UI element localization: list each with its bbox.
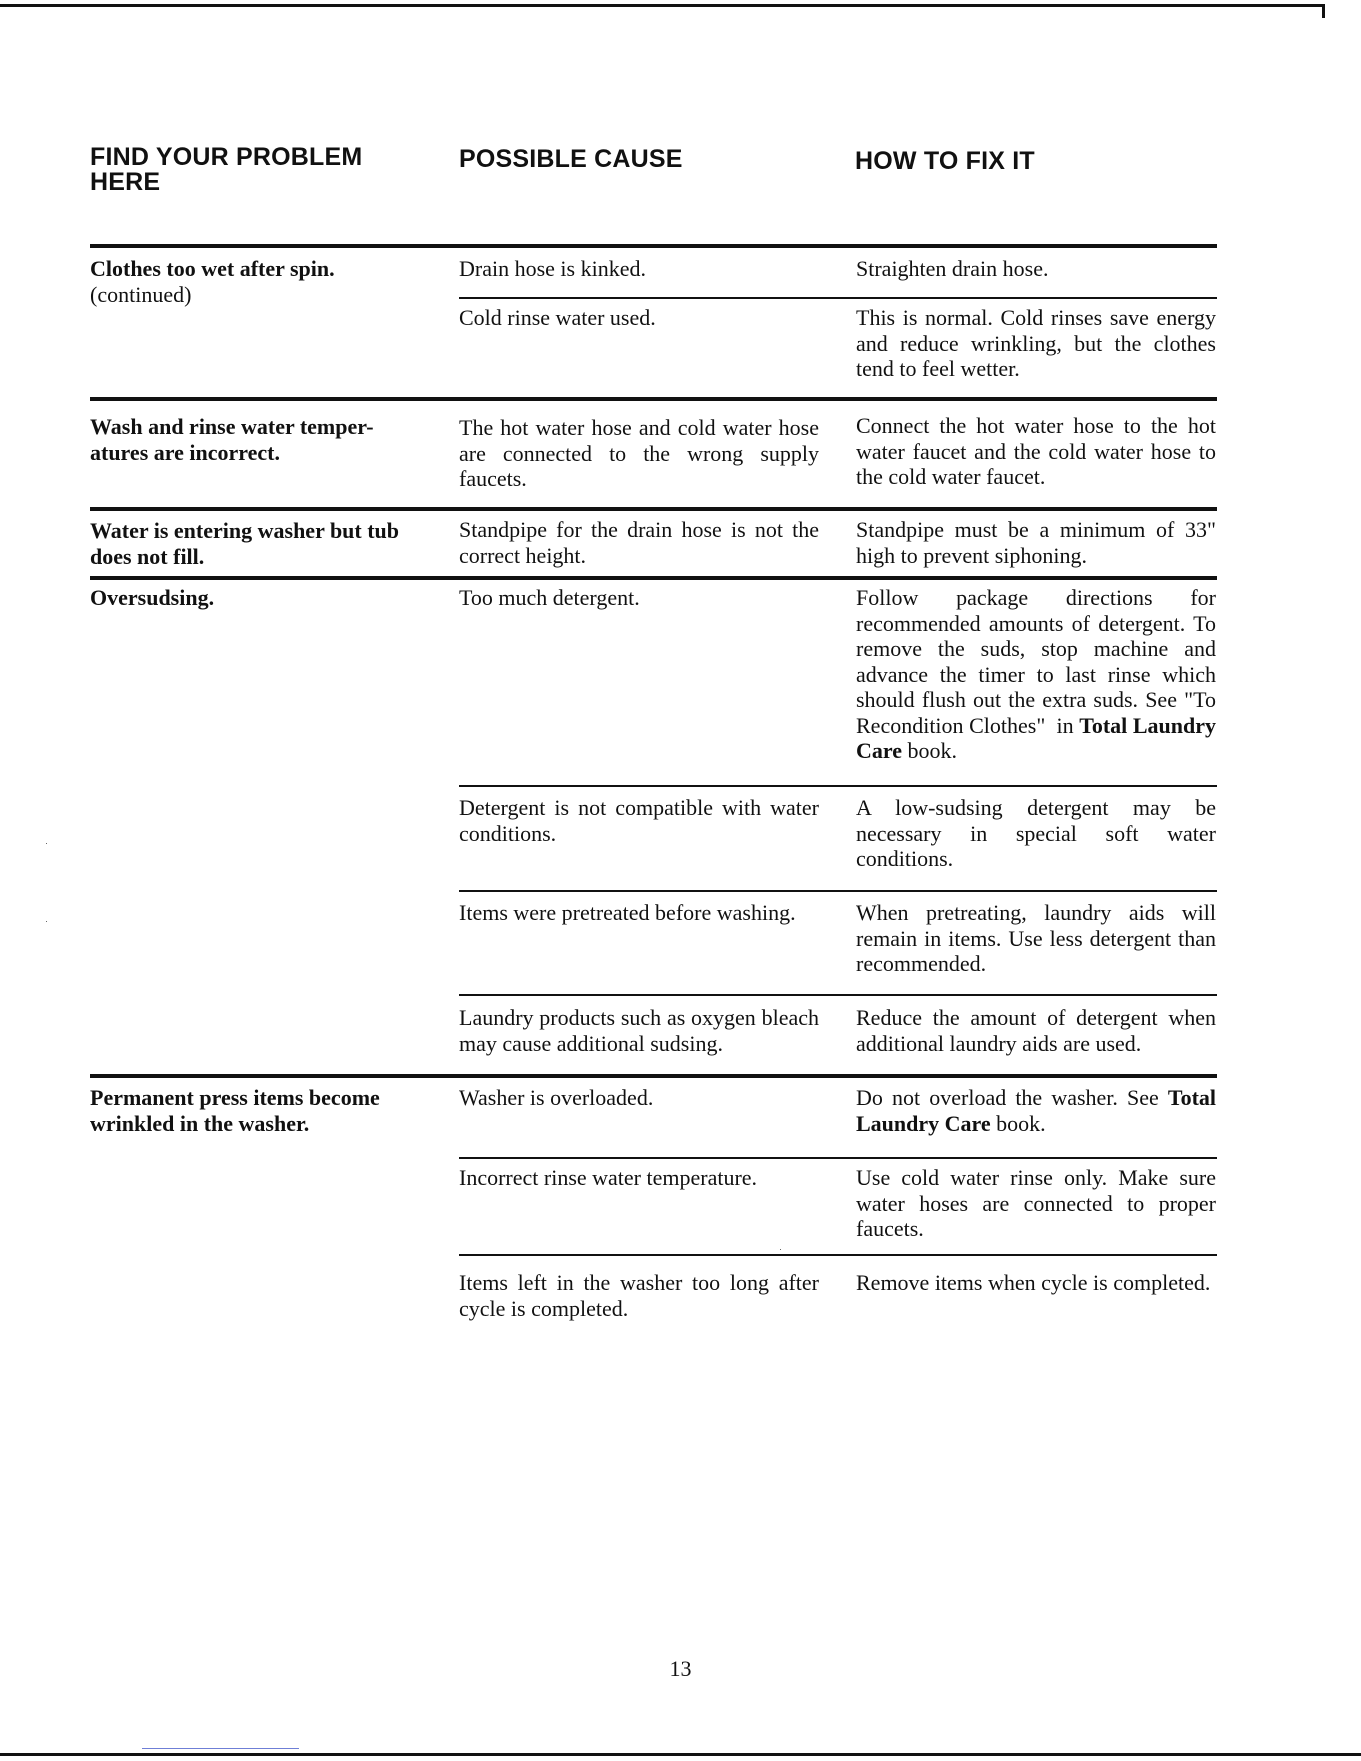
row-divider: [459, 297, 1217, 299]
fix-text: Reduce the amount of detergent when additional laundry aids are used.: [856, 1005, 1216, 1056]
cause-text: Detergent is not compatible with water conditions.: [459, 795, 819, 846]
cause-text: Washer is overloaded.: [459, 1085, 654, 1110]
book-title-total-laundry-care: Total Laundry Care: [856, 712, 1216, 763]
fix-text: When pretreating, laundry aids will remain in items. Use less detergent than recommended.: [856, 900, 1216, 976]
fix-text: Follow package directions for recommended amounts of detergent. To remove the suds, stop machine and advance the timer to last rinse which should flush out the extra suds. See "To Recondition Clothes": [856, 585, 1216, 738]
problem-tub-does-not-fill: [90, 518, 420, 569]
problem-water-temperatures: [90, 414, 420, 465]
section-divider: [90, 507, 1217, 511]
section-divider: [90, 1074, 1217, 1078]
problem-clothes-too-wet: [90, 256, 435, 307]
problem-oversudsing: [90, 585, 435, 611]
section-divider: [90, 244, 1217, 248]
cause-text: Items were pretreated before washing.: [459, 900, 796, 925]
problem-title: Clothes too wet after spin.: [90, 256, 335, 281]
scan-speck: [46, 921, 47, 922]
bottom-page-rule: [0, 1753, 1361, 1756]
fix-text: A low-sudsing detergent may be necessary in special soft water conditions.: [856, 795, 1216, 871]
fix-text: Connect the hot water hose to the hot water faucet and the cold water hose to the cold water faucet.: [856, 413, 1216, 489]
cause-text: Too much detergent.: [459, 585, 640, 610]
cause-text: Incorrect rinse water temperature.: [459, 1165, 758, 1190]
top-page-rule: [0, 4, 1325, 7]
fix-text: Do not overload the washer. See: [856, 1085, 1159, 1110]
book-title-total-laundry-care: Total Laundry Care: [856, 1085, 1217, 1136]
problem-title: Permanent press items become wrinkled in the washer.: [90, 1085, 380, 1136]
cause-text: Drain hose is kinked.: [459, 256, 646, 281]
top-page-rule-hook: [1322, 4, 1325, 18]
fix-text-too-much-detergent: [856, 585, 1216, 764]
row-divider: [459, 890, 1217, 892]
bottom-scan-mark: [142, 1748, 299, 1749]
problem-note: (continued): [90, 281, 192, 307]
scan-speck: [46, 843, 47, 844]
header-possible-cause: POSSIBLE CAUSE: [459, 145, 683, 173]
fix-text: Standpipe must be a minimum of 33" high to prevent siphoning.: [856, 517, 1216, 568]
fix-text: book.: [907, 738, 958, 763]
problem-title: Wash and rinse water temper- atures are incorrect.: [90, 414, 374, 465]
row-divider: [459, 1254, 1217, 1256]
cause-text: Laundry products such as oxygen bleach may cause additional sudsing.: [459, 1005, 819, 1056]
scan-speck: [780, 1249, 781, 1250]
fix-text: book.: [996, 1110, 1046, 1136]
cause-text: Items left in the washer too long after cycle is completed.: [459, 1270, 819, 1321]
fix-text: in: [1056, 712, 1074, 738]
problem-title: Oversudsing.: [90, 585, 215, 610]
fix-text: This is normal. Cold rinses save energy and reduce wrinkling, but the clothes tend to feel wetter.: [856, 305, 1216, 381]
fix-text: Straighten drain hose.: [856, 256, 1049, 281]
fix-text: Remove items when cycle is completed.: [856, 1270, 1211, 1295]
fix-text: Use cold water rinse only. Make sure water hoses are connected to proper faucets.: [856, 1165, 1216, 1241]
row-divider: [459, 785, 1217, 787]
row-divider: [459, 1157, 1217, 1159]
row-divider: [459, 994, 1217, 996]
header-find-your-problem: FIND YOUR PROBLEM HERE: [90, 143, 363, 196]
problem-title: Water is entering washer but tub does not fill.: [90, 518, 400, 569]
section-divider: [90, 397, 1217, 401]
cause-text: Cold rinse water used.: [459, 305, 656, 330]
problem-permanent-press-wrinkled: [90, 1085, 435, 1136]
page-number: 13: [669, 1656, 692, 1681]
section-divider: [90, 576, 1217, 580]
fix-text-overloaded: [856, 1085, 1216, 1136]
cause-text: Standpipe for the drain hose is not the correct height.: [459, 517, 819, 568]
header-how-to-fix-it: HOW TO FIX IT: [855, 147, 1035, 175]
cause-text: The hot water hose and cold water hose are connected to the wrong supply faucets.: [459, 415, 819, 491]
